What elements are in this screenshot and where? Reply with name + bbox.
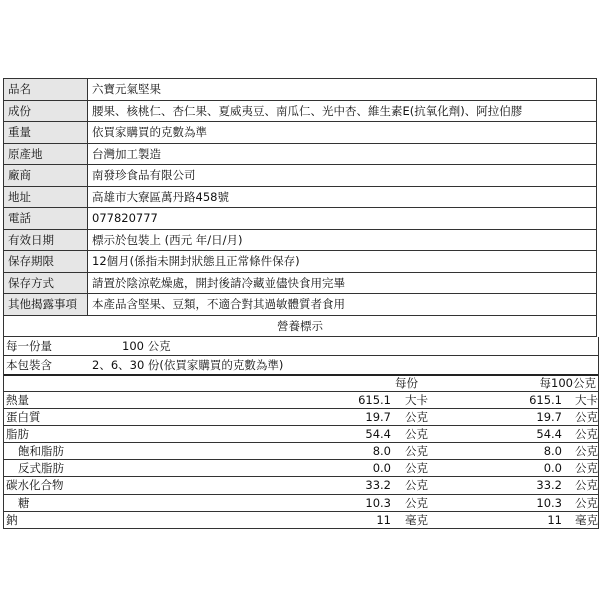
info-value: 12個月(係指未開封狀態且正常條件保存): [88, 251, 597, 273]
per-serving-value: 19.7: [365, 410, 391, 425]
nutrient-name: 脂肪: [6, 427, 29, 442]
info-value: 南發珍食品有限公司: [88, 165, 597, 187]
serving-size-label: 每一份量: [6, 339, 52, 353]
nutrition-rows: [4, 392, 598, 528]
per-100g-unit: 公克: [575, 410, 598, 425]
info-label: 保存期限: [4, 251, 88, 273]
per-100g-header: 每100公克: [539, 376, 596, 390]
info-row: [4, 251, 597, 273]
info-label: 廠商: [4, 165, 88, 187]
info-row: [4, 79, 597, 101]
info-value: 六寶元氣堅果: [88, 79, 597, 101]
info-label: 重量: [4, 122, 88, 144]
info-row: [4, 143, 597, 165]
info-value: 077820777: [88, 208, 597, 230]
info-row: [4, 186, 597, 208]
nutrient-name: 糖: [18, 495, 30, 510]
per-100g-unit: 公克: [575, 444, 598, 459]
info-label: 電話: [4, 208, 88, 230]
per-100g-value: 8.0: [543, 444, 562, 459]
per-serving-value: 33.2: [365, 478, 391, 493]
info-value: 高雄市大寮區萬丹路458號: [88, 186, 597, 208]
nutrient-row: [4, 495, 598, 512]
servings-per-package-value: 2、6、30 份(依買家購買的克數為準): [92, 358, 284, 372]
product-info-body: [4, 79, 597, 316]
per-serving-header: 每份: [395, 376, 418, 390]
servings-per-package-row: [4, 356, 598, 376]
nutrient-name: 反式脂肪: [18, 461, 64, 476]
per-serving-value: 54.4: [365, 427, 391, 442]
info-value: 台灣加工製造: [88, 143, 597, 165]
per-100g-unit: 公克: [575, 478, 598, 493]
nutrient-name: 鈉: [6, 512, 18, 527]
per-serving-unit: 公克: [405, 444, 428, 459]
per-serving-unit: 公克: [405, 495, 428, 510]
per-100g-value: 33.2: [536, 478, 562, 493]
serving-size-value: 100 公克: [122, 339, 171, 353]
info-row: [4, 272, 597, 294]
nutrient-row: [4, 477, 598, 494]
per-serving-value: 10.3: [365, 495, 391, 510]
nutrient-row: [4, 460, 598, 477]
info-value: 腰果、核桃仁、杏仁果、夏威夷豆、南瓜仁、光中杏、維生素E(抗氧化劑)、阿拉伯膠: [88, 100, 597, 122]
info-label: 成份: [4, 100, 88, 122]
info-row: [4, 229, 597, 251]
nutrient-name: 蛋白質: [6, 410, 41, 425]
nutrient-name: 碳水化合物: [6, 478, 64, 493]
per-serving-unit: 公克: [405, 427, 428, 442]
per-serving-unit: 公克: [405, 410, 428, 425]
per-100g-value: 54.4: [536, 427, 562, 442]
product-info-table: [3, 78, 597, 337]
per-100g-value: 615.1: [529, 393, 562, 407]
info-label: 保存方式: [4, 272, 88, 294]
nutrition-title: 營養標示: [4, 315, 597, 337]
per-serving-unit: 公克: [405, 461, 428, 476]
nutrient-row: [4, 392, 598, 409]
per-100g-unit: 大卡: [575, 393, 598, 407]
info-value: 依買家購買的克數為準: [88, 122, 597, 144]
info-value: 標示於包裝上 (西元 年/日/月): [88, 229, 597, 251]
nutrition-column-header: [4, 376, 598, 392]
nutrition-title-row: [4, 315, 597, 337]
per-100g-unit: 公克: [575, 461, 598, 476]
nutrient-row: [4, 426, 598, 443]
info-label: 其他揭露事項: [4, 294, 88, 316]
per-100g-unit: 公克: [575, 427, 598, 442]
per-serving-value: 0.0: [372, 461, 391, 476]
per-100g-value: 10.3: [536, 495, 562, 510]
product-label-sheet: [3, 78, 597, 529]
info-row: [4, 208, 597, 230]
info-label: 品名: [4, 79, 88, 101]
info-label: 有效日期: [4, 229, 88, 251]
info-row: [4, 100, 597, 122]
info-value: 請置於陰涼乾燥處，開封後請冷藏並儘快食用完畢: [88, 272, 597, 294]
servings-per-package-label: 本包裝含: [6, 358, 52, 372]
serving-size-row: [4, 337, 598, 356]
per-serving-unit: 大卡: [405, 393, 428, 407]
info-row: [4, 294, 597, 316]
info-row: [4, 122, 597, 144]
per-serving-value: 8.0: [372, 444, 391, 459]
per-100g-value: 19.7: [536, 410, 562, 425]
info-label: 原產地: [4, 143, 88, 165]
per-100g-unit: 公克: [575, 495, 598, 510]
info-label: 地址: [4, 186, 88, 208]
per-serving-value: 615.1: [358, 393, 391, 407]
nutrient-row: [4, 443, 598, 460]
nutrient-row: [4, 409, 598, 426]
per-serving-unit: 公克: [405, 478, 428, 493]
info-row: [4, 165, 597, 187]
nutrient-name: 飽和脂肪: [18, 444, 64, 459]
per-serving-value: 11: [376, 512, 391, 527]
per-100g-value: 11: [547, 512, 562, 527]
per-serving-unit: 毫克: [405, 512, 428, 527]
per-100g-value: 0.0: [543, 461, 562, 476]
nutrient-row: [4, 512, 598, 528]
per-100g-unit: 毫克: [575, 512, 598, 527]
nutrition-facts-panel: [3, 337, 599, 529]
info-value: 本產品含堅果、豆類，不適合對其過敏體質者食用: [88, 294, 597, 316]
nutrient-name: 熱量: [6, 393, 29, 407]
